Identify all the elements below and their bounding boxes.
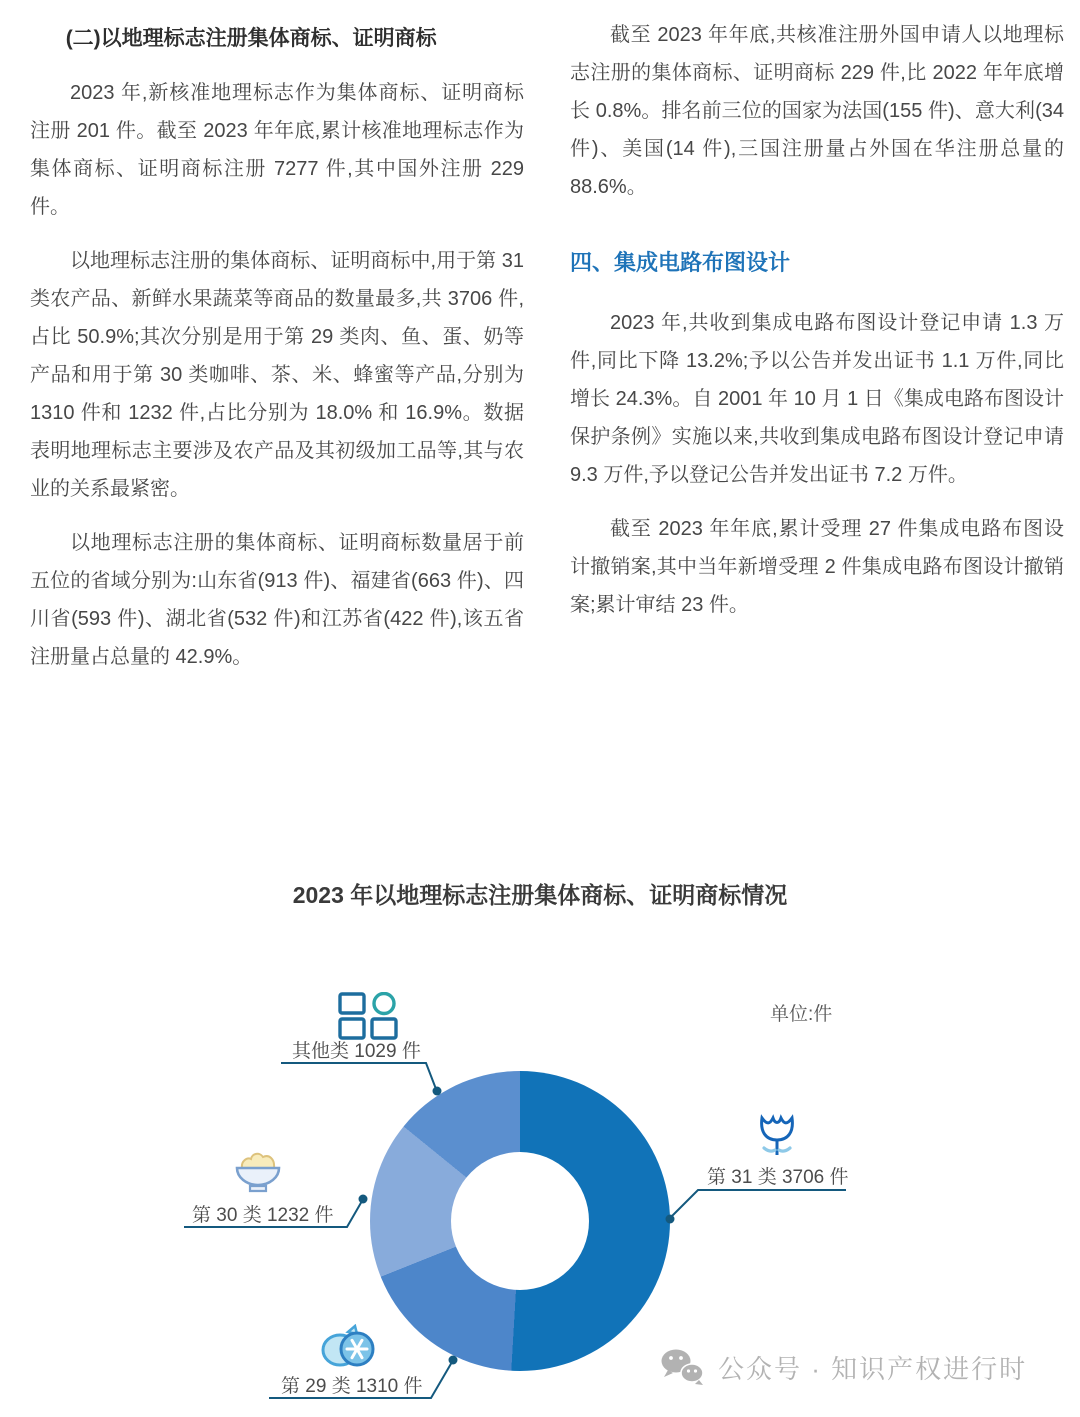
label-class29: 第 29 类 1310 件: [281, 1376, 423, 1397]
paragraph-right-2: 2023 年,共收到集成电路布图设计登记申请 1.3 万件,同比下降 13.2%;予以公告并发出证书 1.1 万件,同比增长 24.3%。自 2001 年 10 月 1 日《集成电路布图设计保护条例》实施以来,共收到集成电路布图设计登记申请 9.3 万件,予以登记公告并发出证书 7.2 万件。: [570, 312, 1064, 486]
left-column: [30, 16, 524, 676]
right-column: [570, 16, 1064, 676]
donut-hole: [451, 1152, 589, 1290]
paragraph-left-2: 以地理标志注册的集体商标、证明商标中,用于第 31 类农产品、新鲜水果蔬菜等商品的数量最多,共 3706 件,占比 50.9%;其次分别是用于第 29 类肉、鱼、蛋、奶等产品和用于第 30 类咖啡、茶、米、蜂蜜等产品,分别为 1310 件和 1232 件,占比分别为 18.0% 和 16.9%。数据表明地理标志主要涉及农产品及其初级加工品等,其与农业的关系最紧密。: [30, 250, 524, 500]
watermark: [660, 1348, 1027, 1386]
label-others: 其他类 1029 件: [292, 1041, 421, 1062]
paragraph-left-1: 2023 年,新核准地理标志作为集体商标、证明商标注册 201 件。截至 2023 年年底,累计核准地理标志作为集体商标、证明商标注册 7277 件,其中国外注册 229 件。: [30, 82, 524, 218]
paragraph-left-3: 以地理标志注册的集体商标、证明商标数量居于前五位的省域分别为:山东省(913 件)、福建省(663 件)、四川省(593 件)、湖北省(532 件)和江苏省(422 件),该五省注册量占总量的 42.9%。: [30, 532, 524, 668]
chart-title: 2023 年以地理标志注册集体商标、证明商标情况: [292, 882, 788, 908]
class30-rice-bowl-icon: [233, 1149, 283, 1194]
donut-chart: [370, 1071, 670, 1371]
article-columns: [0, 0, 1080, 676]
class29-frozen-food-icon: [320, 1324, 380, 1370]
paragraph-right-1: 截至 2023 年年底,共核准注册外国申请人以地理标志注册的集体商标、证明商标 229 件,比 2022 年年底增长 0.8%。排名前三位的国家为法国(155 件)、意大利(34 件)、美国(14 件),三国注册量占外国在华注册总量的 88.6%。: [570, 24, 1064, 198]
watermark-text: 公众号 · 知识产权进行时: [718, 1353, 1028, 1384]
others-grid-icon: [338, 992, 400, 1040]
label-class30: 第 30 类 1232 件: [192, 1205, 334, 1226]
label-class31: 第 31 类 3706 件: [707, 1167, 849, 1188]
wechat-icon: [660, 1348, 706, 1386]
section-heading-ic-layout: 四、集成电路布图设计: [570, 250, 791, 275]
chart-unit-label: 单位:件: [770, 1004, 833, 1025]
paragraph-right-3: 截至 2023 年年底,累计受理 27 件集成电路布图设计撤销案,其中当年新增受理 2 件集成电路布图设计撤销案;累计审结 23 件。: [570, 518, 1064, 616]
section-heading-geo-trademark: (二)以地理标志注册集体商标、证明商标: [65, 27, 437, 50]
class31-tulip-icon: [758, 1110, 796, 1158]
